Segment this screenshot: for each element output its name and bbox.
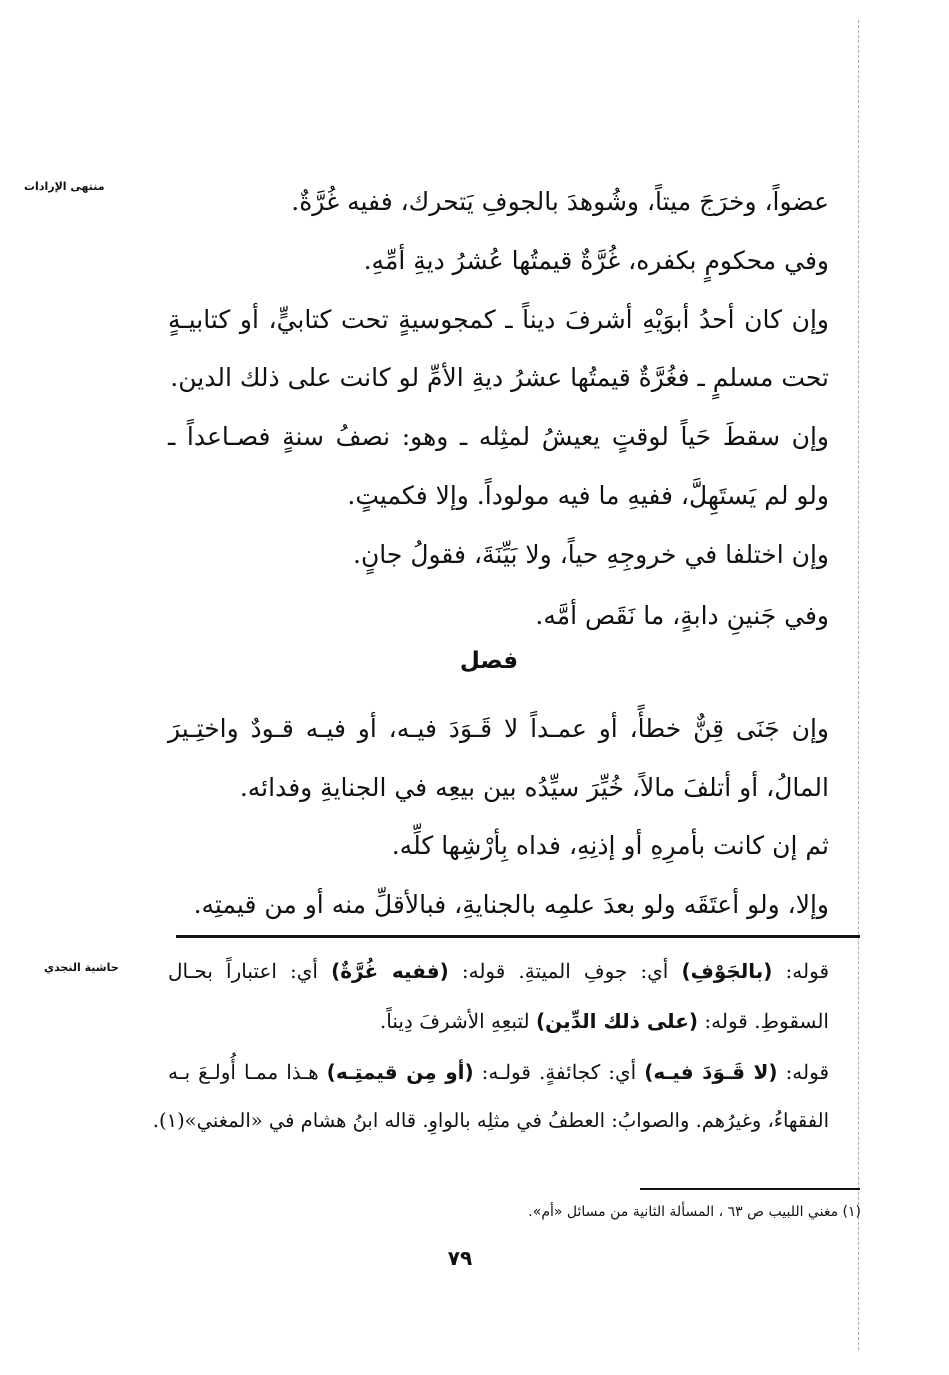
main-text-line: ولو لم يَستَهِلَّ، ففيهِ ما فيه مولوداً. وإلا فكميتٍ. <box>347 481 829 510</box>
footnote-separator <box>640 1188 860 1190</box>
commentary-line <box>168 1056 829 1088</box>
margin-dotted-rule <box>858 20 859 1350</box>
commentary-text: أي: كجائفةٍ. قولـه: <box>473 1060 645 1084</box>
page-number: ٧٩ <box>447 1246 473 1270</box>
commentary-lemma: (ففيه غُرَّةٌ) <box>331 959 449 983</box>
commentary-lemma: (أو مِن قيمتِـه) <box>326 1060 474 1084</box>
commentary-text: قوله: <box>772 959 829 983</box>
commentary-separator <box>176 935 860 938</box>
commentary-text: أي: جوفِ الميتةِ. قوله: <box>448 959 682 983</box>
commentary-lemma: (على ذلك الدِّين) <box>535 1009 699 1033</box>
main-text-line: عضواً، وخرَجَ ميتاً، وشُوهدَ بالجوفِ يَتحرك، ففيه غُرَّةٌ. <box>291 187 829 216</box>
commentary-lemma: (بالجَوْفِ) <box>681 959 773 983</box>
section-heading: فصل <box>459 648 519 674</box>
main-text-line: ثم إن كانت بأمرِهِ أو إذنِهِ، فداه بِأرْشِها كلِّه. <box>391 831 829 860</box>
commentary-title-margin-label: حاشية النجدي <box>44 961 119 974</box>
commentary-line <box>168 955 829 987</box>
footnote: (١) مغني اللبيب ص ٦٣ ، المسألة الثانية من مسائل «أم». <box>528 1204 861 1220</box>
main-text-line: وفي جَنينِ دابةٍ، ما نَقَص أمَّه. <box>535 601 829 630</box>
book-title-margin-label: منتهى الإرادات <box>24 180 105 193</box>
main-text-line: وإن سقطَ حَياً لوقتٍ يعيشُ لمثِله ـ وهو: نصفُ سنةٍ فصـاعداً ـ <box>168 422 829 451</box>
main-text-line: تحت مسلمٍ ـ فغُرَّةٌ قيمتُها عشرُ ديةِ الأمِّ لو كانت على ذلك الدين. <box>170 363 829 392</box>
main-text-line: وإلا، ولو أعتَقَه ولو بعدَ علمِه بالجنايةِ، فبالأقلِّ منه أو من قيمتِه. <box>193 890 829 919</box>
main-text-line: المالُ، أو أتلفَ مالاً، خُيِّرَ سيِّدُه بين بيعِه في الجنايةِ وفدائه. <box>239 773 829 802</box>
commentary-text: لتبعِهِ الأشرفَ دِيناً. <box>379 1009 536 1033</box>
commentary-line: الفقهاءُ، وغيرُهم. والصوابُ: العطفُ في مثلِه بالواوِ. قاله ابنُ هشام في «المغني»(١). <box>152 1109 829 1132</box>
commentary-lemma: (لا قَـوَدَ فيـه) <box>644 1060 778 1084</box>
main-text-line: وإن اختلفا في خروجِهِ حياً، ولا بَيِّنَةَ، فقولُ جانٍ. <box>353 540 829 569</box>
commentary-text: أي: اعتباراً بحـال <box>168 959 332 983</box>
commentary-text: قوله: <box>777 1060 830 1084</box>
commentary-text: هـذا ممـا أُولـعَ بـه <box>168 1060 327 1084</box>
main-text-line: وفي محكومٍ بكفره، غُرَّةٌ قيمتُها عُشرُ ديةِ أمِّهِ. <box>363 246 829 275</box>
commentary-text: السقوطِ. قوله: <box>698 1009 829 1033</box>
main-text-line: وإن كان أحدُ أبوَيْهِ أشرفَ ديناً ـ كمجوسيةٍ تحت كتابيٍّ، أو كتابيـةٍ <box>168 305 829 334</box>
main-text-line: وإن جَنَى قِنٌّ خطأً، أو عمـداً لا قَـوَدَ فيـه، أو فيـه قـودٌ واختِـيرَ <box>168 714 829 743</box>
commentary-line <box>380 1005 829 1037</box>
